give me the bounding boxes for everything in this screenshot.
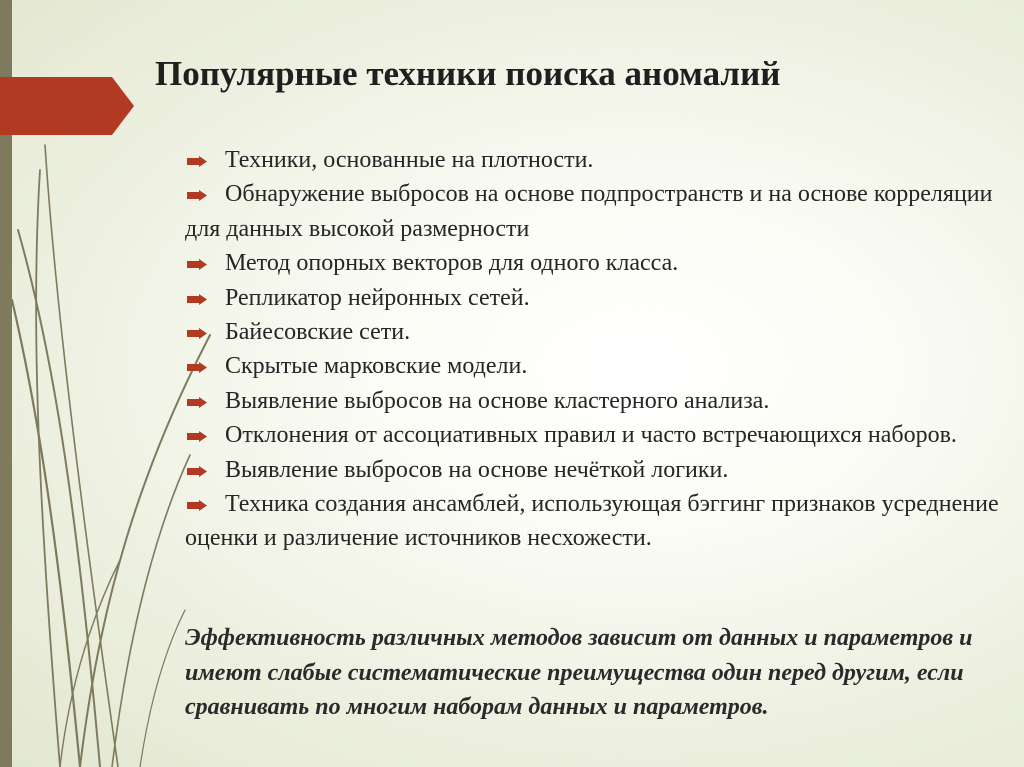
list-item xyxy=(185,487,1005,556)
arrow-bullet-icon xyxy=(187,397,207,408)
list-item xyxy=(185,349,1005,383)
list-item-text: Выявление выбросов на основе кластерного анализа. xyxy=(225,387,770,414)
list-item-text: Техники, основанные на плотности. xyxy=(225,147,594,173)
list-item xyxy=(185,177,1005,246)
arrow-bullet-icon xyxy=(187,328,207,339)
list-item-text: Байесовские сети. xyxy=(225,319,411,346)
arrow-bullet-icon xyxy=(187,156,207,167)
list-item xyxy=(185,384,1005,418)
list-item-text: Выявление выбросов на основе нечёткой логики. xyxy=(225,456,729,483)
conclusion-note: Эффективность различных методов зависит от данных и параметров и имеют слабые систематические преимущества один перед другим, если сравнивать по многим наборам данных и параметров. xyxy=(185,625,973,720)
list-item xyxy=(185,246,1005,280)
list-item xyxy=(185,315,1005,349)
list-item xyxy=(185,453,1005,487)
list-item-text: Отклонения от ассоциативных правил и часто встречающихся наборов. xyxy=(225,422,957,449)
list-item-text: Обнаружение выбросов на основе подпространств и на основе корреляции для данных высокой размерности xyxy=(185,181,993,242)
slide-title: Популярные техники поиска аномалий xyxy=(155,54,781,93)
arrow-bullet-icon xyxy=(187,431,207,442)
arrow-bullet-icon xyxy=(187,500,207,511)
arrow-bullet-icon xyxy=(187,190,207,201)
list-item-text: Репликатор нейронных сетей. xyxy=(225,284,530,311)
list-item-text: Техника создания ансамблей, использующая бэггинг признаков усреднение оценки и различение источников несхожести. xyxy=(185,491,999,552)
arrow-bullet-icon xyxy=(187,259,207,270)
technique-list xyxy=(185,143,1005,556)
arrow-bullet-icon xyxy=(187,362,207,373)
title-accent-arrow xyxy=(0,77,136,135)
arrow-bullet-icon xyxy=(187,466,207,477)
list-item-text: Метод опорных векторов для одного класса. xyxy=(225,250,679,277)
arrow-bullet-icon xyxy=(187,294,207,305)
list-item-text: Скрытые марковские модели. xyxy=(225,353,528,380)
list-item xyxy=(185,418,1005,452)
list-item xyxy=(185,143,1005,177)
list-item xyxy=(185,281,1005,315)
